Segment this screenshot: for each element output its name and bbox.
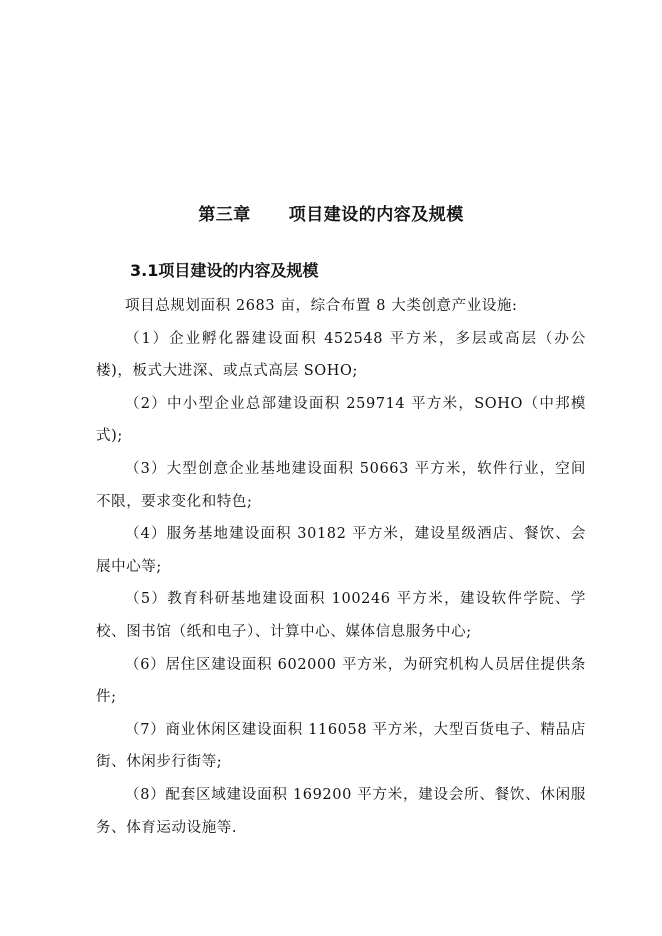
- item-paragraph-6: （6）居住区建设面积 602000 平方米，为研究机构人员居住提供条件;: [96, 656, 586, 706]
- item-paragraph-8: （8）配套区域建设面积 169200 平方米，建设会所、餐饮、休闲服务、体育运动设施等.: [96, 786, 586, 836]
- item-paragraph-3: （3）大型创意企业基地建设面积 50663 平方米，软件行业，空间不限，要求变化和特色;: [96, 460, 586, 510]
- item-paragraph-5: （5）教育科研基地建设面积 100246 平方米，建设软件学院、学校、图书馆（纸和电子）、计算中心、媒体信息服务中心;: [96, 591, 586, 640]
- chapter-title-text: 项目建设的内容及规模: [288, 205, 464, 225]
- item-paragraph-2: （2）中小型企业总部建设面积 259714 平方米，SOHO（中邦模式);: [96, 395, 586, 445]
- item-paragraph-7: （7）商业休闲区建设面积 116058 平方米，大型百货电子、精品店街、休闲步行街等;: [96, 721, 586, 771]
- item-paragraph-1: （1）企业孵化器建设面积 452548 平方米，多层或高层（办公楼)，板式大进深、或点式高层 SOHO;: [96, 330, 586, 380]
- body-text: [96, 290, 586, 844]
- intro-paragraph: 项目总规划面积 2683 亩，综合布置 8 大类创意产业设施:: [125, 298, 518, 314]
- item-paragraph-4: （4）服务基地建设面积 30182 平方米，建设星级酒店、餐饮、会展中心等;: [96, 526, 586, 575]
- chapter-title: [0, 200, 662, 225]
- section-heading: 3.1项目建设的内容及规模: [130, 261, 319, 280]
- chapter-number: 第三章: [198, 205, 251, 225]
